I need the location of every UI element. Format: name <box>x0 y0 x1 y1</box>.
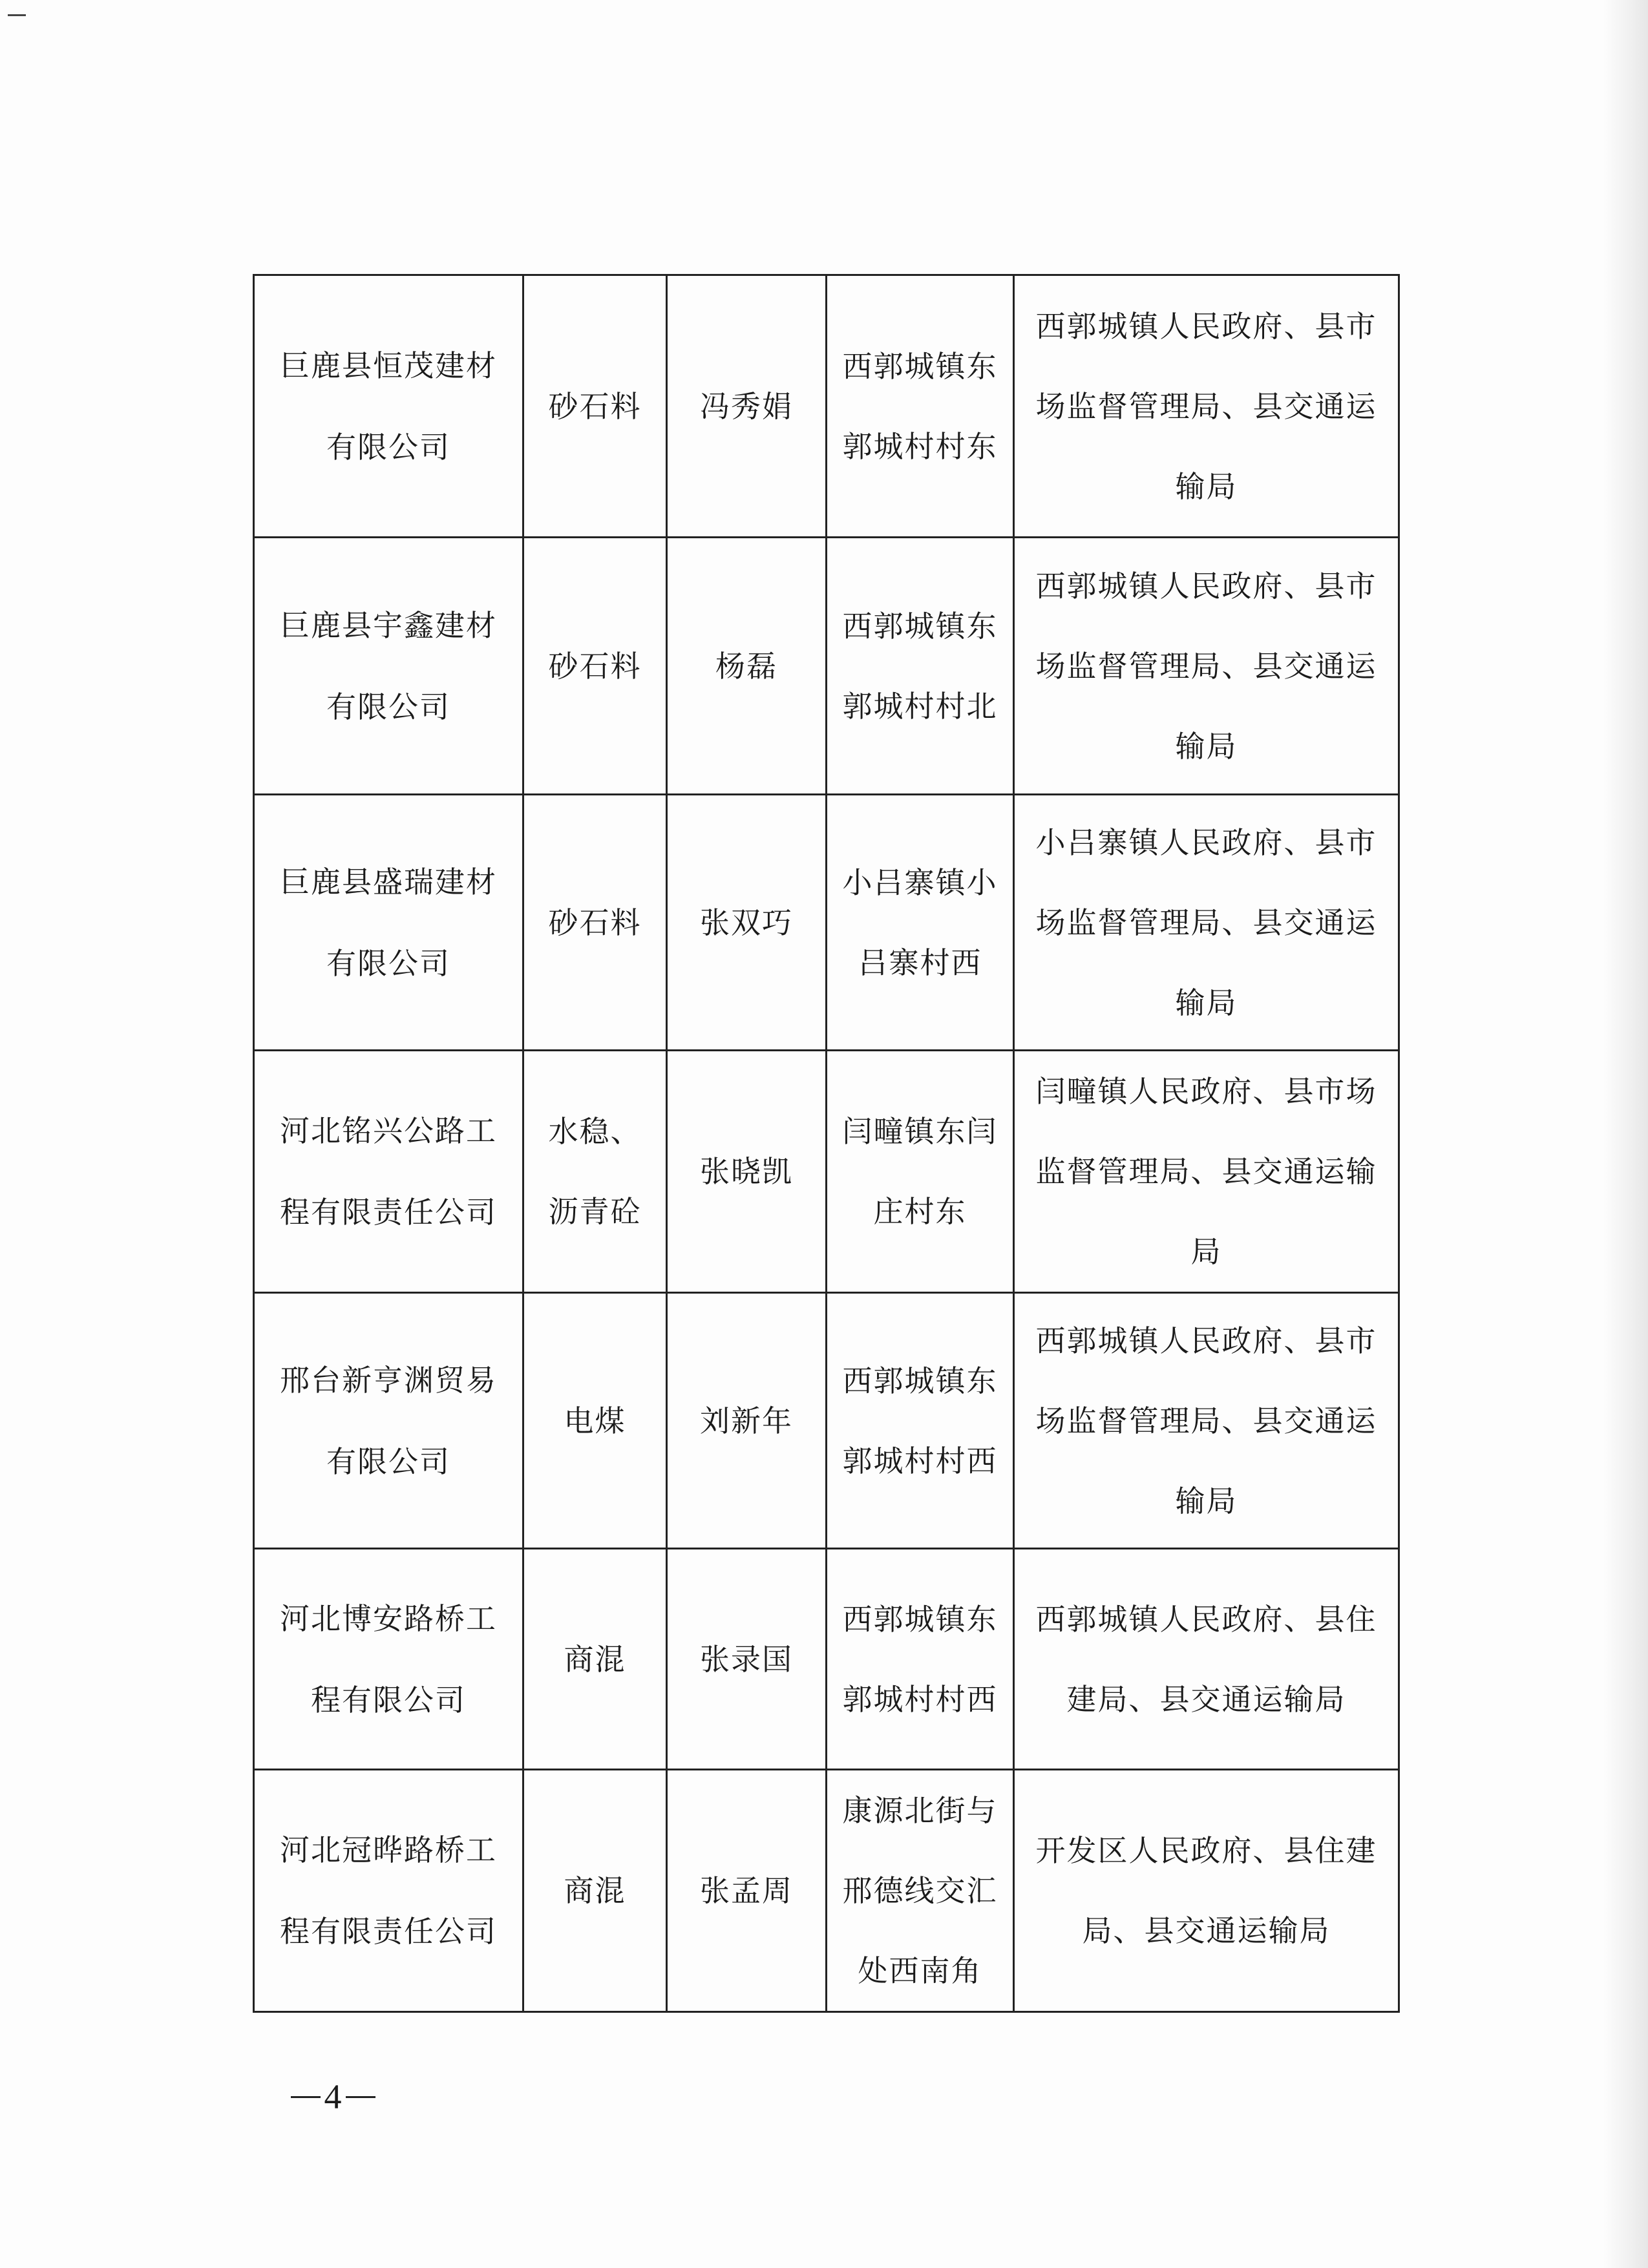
table-row <box>254 795 1399 1051</box>
scan-corner-mark <box>8 14 26 16</box>
product-cell: 砂石料 <box>523 538 667 795</box>
page-number <box>275 2071 391 2123</box>
table-row <box>254 1293 1399 1549</box>
product-cell: 砂石料 <box>523 275 667 538</box>
contact-person-cell: 冯秀娟 <box>667 275 827 538</box>
table-row <box>254 1051 1399 1293</box>
scan-shadow-edge <box>1603 0 1648 2268</box>
product-cell: 商混 <box>523 1549 667 1770</box>
company-name-cell: 河北铭兴公路工程有限责任公司 <box>254 1051 523 1293</box>
location-cell: 西郭城镇东郭城村村西 <box>827 1293 1014 1549</box>
departments-cell: 西郭城镇人民政府、县市场监督管理局、县交通运输局 <box>1014 538 1399 795</box>
page-number-dash-left <box>291 2096 321 2098</box>
product-cell: 水稳、沥青砼 <box>523 1051 667 1293</box>
location-cell: 康源北街与邢德线交汇处西南角 <box>827 1770 1014 2012</box>
departments-cell: 小吕寨镇人民政府、县市场监督管理局、县交通运输局 <box>1014 795 1399 1051</box>
location-cell: 闫疃镇东闫庄村东 <box>827 1051 1014 1293</box>
company-name-cell: 河北博安路桥工程有限公司 <box>254 1549 523 1770</box>
table-row <box>254 1549 1399 1770</box>
departments-cell: 开发区人民政府、县住建局、县交通运输局 <box>1014 1770 1399 2012</box>
location-cell: 西郭城镇东郭城村村西 <box>827 1549 1014 1770</box>
table-row <box>254 538 1399 795</box>
contact-person-cell: 张录国 <box>667 1549 827 1770</box>
contact-person-cell: 张晓凯 <box>667 1051 827 1293</box>
location-cell: 西郭城镇东郭城村村北 <box>827 538 1014 795</box>
table-row <box>254 275 1399 538</box>
company-name-cell: 巨鹿县恒茂建材有限公司 <box>254 275 523 538</box>
contact-person-cell: 杨磊 <box>667 538 827 795</box>
company-name-cell: 巨鹿县宇鑫建材有限公司 <box>254 538 523 795</box>
product-cell: 商混 <box>523 1770 667 2012</box>
departments-cell: 西郭城镇人民政府、县住建局、县交通运输局 <box>1014 1549 1399 1770</box>
location-cell: 西郭城镇东郭城村村东 <box>827 275 1014 538</box>
departments-cell: 西郭城镇人民政府、县市场监督管理局、县交通运输局 <box>1014 275 1399 538</box>
product-cell: 砂石料 <box>523 795 667 1051</box>
contact-person-cell: 张孟周 <box>667 1770 827 2012</box>
page-number-value: 4 <box>324 2077 342 2116</box>
company-name-cell: 河北冠晔路桥工程有限责任公司 <box>254 1770 523 2012</box>
contact-person-cell: 张双巧 <box>667 795 827 1051</box>
departments-cell: 闫疃镇人民政府、县市场监督管理局、县交通运输局 <box>1014 1051 1399 1293</box>
product-cell: 电煤 <box>523 1293 667 1549</box>
company-table <box>253 274 1400 2013</box>
company-name-cell: 邢台新亨渊贸易有限公司 <box>254 1293 523 1549</box>
table-row <box>254 1770 1399 2012</box>
location-cell: 小吕寨镇小吕寨村西 <box>827 795 1014 1051</box>
departments-cell: 西郭城镇人民政府、县市场监督管理局、县交通运输局 <box>1014 1293 1399 1549</box>
page-number-dash-right <box>346 2096 375 2098</box>
company-name-cell: 巨鹿县盛瑞建材有限公司 <box>254 795 523 1051</box>
contact-person-cell: 刘新年 <box>667 1293 827 1549</box>
